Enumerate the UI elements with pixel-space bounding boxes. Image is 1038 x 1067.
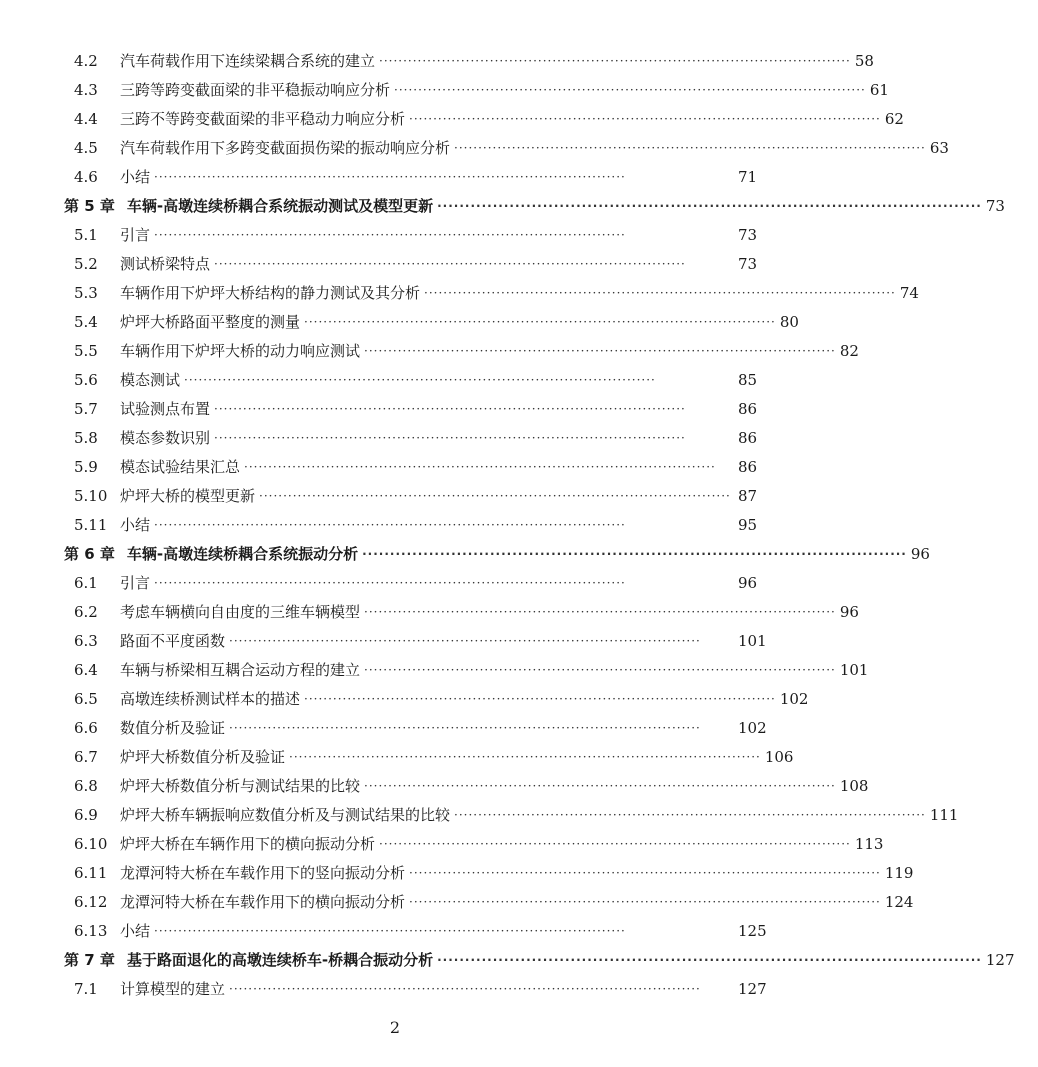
section-number: 6.9 bbox=[74, 805, 98, 824]
section-title: 引言 bbox=[120, 226, 151, 244]
page-number: 96 bbox=[839, 602, 859, 621]
toc-entry bbox=[0, 452, 790, 481]
section-title: 龙潭河特大桥在车载作用下的竖向振动分析 bbox=[120, 864, 406, 882]
page-number: 101 bbox=[839, 660, 869, 679]
section-number: 4.6 bbox=[74, 167, 98, 186]
page-number: 96 bbox=[738, 573, 758, 592]
section-title: 模态测试 bbox=[120, 371, 181, 389]
page-number: 106 bbox=[764, 747, 794, 766]
page-number: 86 bbox=[738, 457, 758, 476]
page-number: 102 bbox=[738, 718, 767, 737]
page-number: 63 bbox=[929, 138, 949, 157]
section-title: 三跨等跨变截面梁的非平稳振动响应分析 bbox=[120, 81, 391, 99]
toc-entry bbox=[0, 307, 799, 336]
section-title: 炉坪大桥数值分析与测试结果的比较 bbox=[120, 777, 361, 795]
leader-dots: ·································································································· bbox=[394, 82, 866, 97]
page-number: 80 bbox=[779, 312, 799, 331]
section-number: 6.4 bbox=[74, 660, 98, 679]
page-number: 86 bbox=[738, 399, 758, 418]
section-title: 模态参数识别 bbox=[120, 429, 211, 447]
section-title: 高墩连续桥测试样本的描述 bbox=[120, 690, 301, 708]
section-title: 车辆作用下炉坪大桥结构的静力测试及其分析 bbox=[120, 284, 421, 302]
section-title: 模态试验结果汇总 bbox=[120, 458, 241, 476]
leader-dots: ·································································································· bbox=[454, 807, 926, 822]
section-title: 路面不平度函数 bbox=[120, 632, 226, 650]
leader-dots: ·································································································· bbox=[304, 691, 776, 706]
leader-dots: ·································································································· bbox=[364, 662, 836, 677]
section-number: 6.11 bbox=[74, 863, 108, 882]
section-title: 车辆作用下炉坪大桥的动力响应测试 bbox=[120, 342, 361, 360]
leader-dots: ·································································································· bbox=[364, 778, 836, 793]
section-number: 6.12 bbox=[74, 892, 108, 911]
page-number: 95 bbox=[738, 515, 758, 534]
page-footer-number: 2 bbox=[389, 1018, 401, 1037]
page-number: 86 bbox=[738, 428, 758, 447]
leader-dots: ·································································································· bbox=[214, 401, 686, 416]
leader-dots: ·································································································· bbox=[154, 923, 626, 938]
toc-entry bbox=[0, 278, 919, 307]
toc-entry bbox=[0, 133, 949, 162]
section-number: 4.2 bbox=[74, 51, 98, 70]
section-number: 5.2 bbox=[74, 254, 98, 273]
leader-dots: ·································································································· bbox=[409, 111, 881, 126]
leader-dots: ·································································································· bbox=[304, 314, 776, 329]
page-number: 85 bbox=[738, 370, 758, 389]
leader-dots: ·································································································· bbox=[454, 140, 926, 155]
section-number: 5.6 bbox=[74, 370, 98, 389]
page-number: 71 bbox=[738, 167, 758, 186]
page-number: 108 bbox=[839, 776, 869, 795]
section-title: 小结 bbox=[120, 168, 151, 186]
chapter-number: 第 6 章 bbox=[64, 545, 115, 563]
chapter-title: 基于路面退化的高墩连续桥车-桥耦合振动分析 bbox=[126, 951, 434, 969]
section-title: 数值分析及验证 bbox=[120, 719, 226, 737]
toc-entry bbox=[0, 626, 790, 655]
section-title: 考虑车辆横向自由度的三维车辆模型 bbox=[120, 603, 361, 621]
leader-dots: ·································································································· bbox=[214, 430, 686, 445]
page-number: 96 bbox=[910, 544, 930, 563]
leader-dots: ·································································································· bbox=[379, 53, 851, 68]
toc-entry bbox=[0, 220, 790, 249]
leader-dots: ·································································································· bbox=[154, 575, 626, 590]
toc-entry bbox=[0, 568, 790, 597]
toc-entry bbox=[0, 365, 790, 394]
leader-dots: ·································································································· bbox=[214, 256, 686, 271]
toc-entry bbox=[0, 75, 889, 104]
page-number: 73 bbox=[738, 225, 758, 244]
leader-dots: ·································································································· bbox=[259, 488, 731, 503]
section-title: 试验测点布置 bbox=[120, 400, 211, 418]
section-number: 5.3 bbox=[74, 283, 98, 302]
leader-dots: ·································································································· bbox=[289, 749, 761, 764]
leader-dots: ·································································································· bbox=[379, 836, 851, 851]
section-title: 炉坪大桥路面平整度的测量 bbox=[120, 313, 301, 331]
toc-entry bbox=[0, 713, 790, 742]
section-number: 4.5 bbox=[74, 138, 98, 157]
toc-entry bbox=[0, 46, 874, 75]
leader-dots: ·································································································· bbox=[424, 285, 896, 300]
section-number: 5.7 bbox=[74, 399, 98, 418]
toc-entry bbox=[0, 597, 859, 626]
toc-entry bbox=[0, 510, 790, 539]
toc-entry bbox=[0, 394, 790, 423]
section-number: 6.2 bbox=[74, 602, 98, 621]
section-number: 5.10 bbox=[74, 486, 108, 505]
section-title: 龙潭河特大桥在车载作用下的横向振动分析 bbox=[120, 893, 406, 911]
section-title: 引言 bbox=[120, 574, 151, 592]
page-number: 87 bbox=[738, 486, 758, 505]
toc-chapter bbox=[0, 539, 930, 568]
leader-dots: ·································································································· bbox=[154, 227, 626, 242]
section-number: 7.1 bbox=[74, 979, 98, 998]
page-number: 127 bbox=[738, 979, 767, 998]
chapter-number: 第 7 章 bbox=[64, 951, 115, 969]
section-number: 5.11 bbox=[74, 515, 108, 534]
page-number: 124 bbox=[884, 892, 914, 911]
page-number: 73 bbox=[738, 254, 758, 273]
leader-dots: ·································································································· bbox=[364, 604, 836, 619]
leader-dots: ·································································································· bbox=[154, 169, 626, 184]
section-number: 4.4 bbox=[74, 109, 98, 128]
leader-dots: ·································································································· bbox=[437, 198, 982, 213]
section-number: 6.7 bbox=[74, 747, 98, 766]
leader-dots: ·································································································· bbox=[229, 981, 701, 996]
section-number: 6.6 bbox=[74, 718, 98, 737]
toc-chapter bbox=[0, 191, 1005, 220]
chapter-number: 第 5 章 bbox=[64, 197, 115, 215]
section-title: 炉坪大桥车辆振响应数值分析及与测试结果的比较 bbox=[120, 806, 451, 824]
section-number: 6.10 bbox=[74, 834, 108, 853]
section-title: 汽车荷载作用下连续梁耦合系统的建立 bbox=[120, 52, 376, 70]
section-title: 测试桥梁特点 bbox=[120, 255, 211, 273]
section-title: 小结 bbox=[120, 516, 151, 534]
toc-entry bbox=[0, 974, 790, 1003]
page-number: 113 bbox=[854, 834, 884, 853]
toc-entry bbox=[0, 829, 884, 858]
section-title: 炉坪大桥在车辆作用下的横向振动分析 bbox=[120, 835, 376, 853]
section-number: 6.1 bbox=[74, 573, 98, 592]
toc-entry bbox=[0, 249, 790, 278]
toc-entry bbox=[0, 858, 914, 887]
leader-dots: ·································································································· bbox=[364, 343, 836, 358]
section-number: 5.9 bbox=[74, 457, 98, 476]
leader-dots: ·································································································· bbox=[409, 894, 881, 909]
section-title: 汽车荷载作用下多跨变截面损伤梁的振动响应分析 bbox=[120, 139, 451, 157]
section-title: 炉坪大桥数值分析及验证 bbox=[120, 748, 286, 766]
toc-entry bbox=[0, 800, 959, 829]
section-number: 5.1 bbox=[74, 225, 98, 244]
leader-dots: ·································································································· bbox=[184, 372, 656, 387]
page-number: 62 bbox=[884, 109, 904, 128]
page-number: 82 bbox=[839, 341, 859, 360]
page-number: 58 bbox=[854, 51, 874, 70]
toc-entry bbox=[0, 887, 914, 916]
page-number: 101 bbox=[738, 631, 767, 650]
section-number: 6.8 bbox=[74, 776, 98, 795]
leader-dots: ·································································································· bbox=[437, 952, 982, 967]
leader-dots: ·································································································· bbox=[154, 517, 626, 532]
toc-entry bbox=[0, 104, 904, 133]
toc-entry bbox=[0, 771, 869, 800]
toc-entry bbox=[0, 684, 809, 713]
section-number: 5.4 bbox=[74, 312, 98, 331]
chapter-title: 车辆-高墩连续桥耦合系统振动测试及模型更新 bbox=[126, 197, 434, 215]
page-number: 111 bbox=[929, 805, 959, 824]
section-number: 4.3 bbox=[74, 80, 98, 99]
leader-dots: ·································································································· bbox=[229, 720, 701, 735]
toc-entry bbox=[0, 655, 869, 684]
leader-dots: ·································································································· bbox=[362, 546, 907, 561]
page-number: 74 bbox=[899, 283, 919, 302]
section-number: 5.8 bbox=[74, 428, 98, 447]
toc-entry bbox=[0, 481, 790, 510]
toc-entry bbox=[0, 742, 794, 771]
page-number: 61 bbox=[869, 80, 889, 99]
page-number: 102 bbox=[779, 689, 809, 708]
page-number: 127 bbox=[985, 950, 1015, 969]
section-title: 小结 bbox=[120, 922, 151, 940]
section-title: 炉坪大桥的模型更新 bbox=[120, 487, 256, 505]
section-title: 三跨不等跨变截面梁的非平稳动力响应分析 bbox=[120, 110, 406, 128]
section-number: 5.5 bbox=[74, 341, 98, 360]
page-number: 119 bbox=[884, 863, 914, 882]
section-number: 6.13 bbox=[74, 921, 108, 940]
toc-entry bbox=[0, 336, 859, 365]
toc-entry bbox=[0, 162, 790, 191]
leader-dots: ·································································································· bbox=[409, 865, 881, 880]
toc-entry bbox=[0, 423, 790, 452]
toc-chapter bbox=[0, 945, 1015, 974]
page-number: 73 bbox=[985, 196, 1005, 215]
page-number: 125 bbox=[738, 921, 767, 940]
section-number: 6.3 bbox=[74, 631, 98, 650]
section-title: 计算模型的建立 bbox=[120, 980, 226, 998]
section-number: 6.5 bbox=[74, 689, 98, 708]
toc-entry bbox=[0, 916, 790, 945]
chapter-title: 车辆-高墩连续桥耦合系统振动分析 bbox=[126, 545, 359, 563]
section-title: 车辆与桥梁相互耦合运动方程的建立 bbox=[120, 661, 361, 679]
leader-dots: ·································································································· bbox=[229, 633, 701, 648]
leader-dots: ·································································································· bbox=[244, 459, 716, 474]
